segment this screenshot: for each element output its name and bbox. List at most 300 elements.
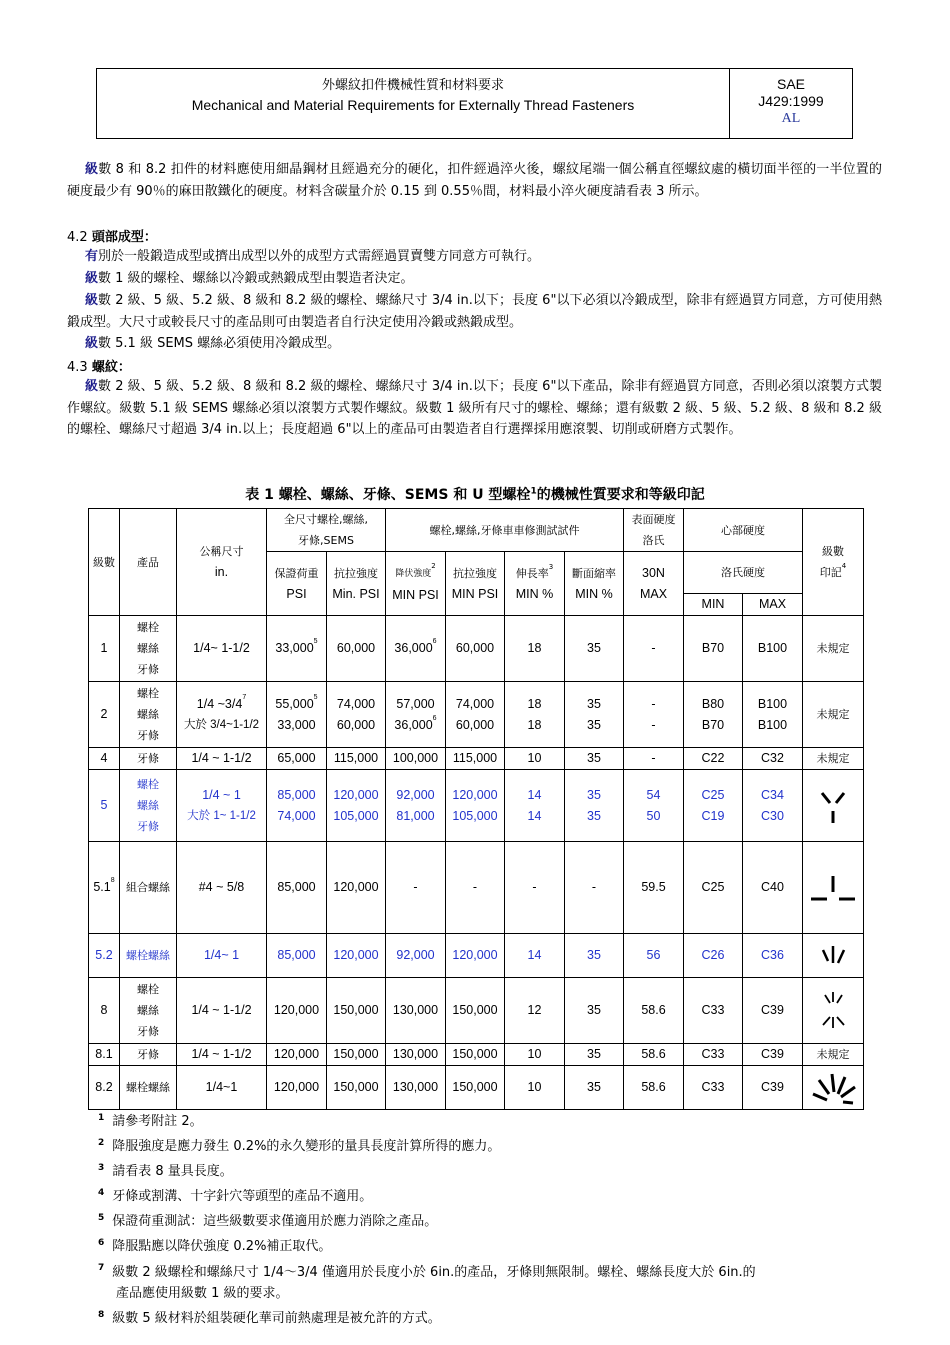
th-surface-label: 表面硬度 — [631, 513, 676, 526]
cell-tensile-text: 115,000 — [333, 751, 379, 765]
cell-reduction-area-text: - — [591, 880, 597, 894]
cell-core-min-text: C33 — [701, 1047, 725, 1061]
cell-product-value — [120, 1000, 176, 1021]
th-yield — [386, 552, 446, 616]
th-elong-footnote: 3 — [548, 562, 554, 571]
th-surface-label2: 洛氏 — [642, 534, 665, 547]
cell-elongation-text: - — [532, 880, 537, 894]
cell-core-max-text: B100 — [757, 641, 788, 655]
cell-core-max-text: B100 — [757, 696, 788, 711]
cell-surface-30n-value — [624, 806, 683, 827]
cell-proof-load — [267, 842, 327, 934]
paragraph-text: 數 8 和 8.2 扣件的材料應使用細晶鋼材且經過充分的硬化，扣件經過淬火後，螺紋尾端一個公稱直徑螺紋處的橫切面半徑的一半位置的硬度最少有 90％的麻田散鐵化的硬度。材料含碳量介於 0.15 到 0.55％間，材料最小淬火硬度請看表 3 所示。 — [67, 162, 882, 199]
cell-yield-text: 130,000 — [392, 1047, 439, 1061]
cell-reduction-area-value — [565, 806, 623, 827]
cell-product-text: 螺絲 — [137, 708, 159, 721]
cell-core-max — [743, 842, 803, 934]
cell-core-min-text: B70 — [701, 717, 725, 732]
cell-core-max-text: C39 — [761, 1003, 784, 1017]
cell-product-value — [120, 979, 176, 1000]
cell-reduction-area-text: 35 — [587, 787, 601, 802]
cell-yield-value — [386, 785, 445, 806]
cell-elongation-value — [505, 877, 564, 898]
cell-product-value — [120, 617, 176, 638]
cell-yield-text: 130,000 — [392, 1003, 439, 1017]
cell-core-min-value — [684, 945, 742, 966]
footnotes — [98, 1108, 888, 1330]
cell-tensile-text: 120,000 — [333, 880, 379, 894]
cell-size-text: 1/4~1 — [205, 1080, 238, 1094]
cell-yield-text: 100,000 — [392, 751, 439, 765]
cell-tensile-specimen-text: 120,000 — [452, 948, 498, 962]
cell-tensile-specimen-value — [446, 945, 504, 966]
cell-tensile-specimen-value — [446, 877, 504, 898]
cell-elongation-value — [505, 785, 564, 806]
cell-core-max-text: C39 — [761, 1047, 784, 1061]
cell-surface-30n — [624, 770, 684, 842]
cell-tensile — [327, 682, 386, 748]
cell-product — [120, 748, 177, 770]
cell-core-max-text: C40 — [761, 880, 784, 894]
cell-surface-30n — [624, 616, 684, 682]
cell-proof-load-text: 120,000 — [273, 1003, 320, 1017]
cell-core-min — [684, 616, 743, 682]
table-row — [89, 842, 864, 934]
cell-elongation-value — [505, 1077, 564, 1098]
cell-product — [120, 770, 177, 842]
header-title-en: Mechanical and Material Requirements for Externally Thread Fasteners — [191, 97, 635, 113]
paragraph-4-2-b — [67, 268, 882, 290]
cell-product-text: 組合螺絲 — [126, 881, 170, 894]
cell-tensile-value — [327, 694, 385, 715]
cell-tensile-specimen-value — [446, 785, 504, 806]
cell-proof-load-value — [267, 1077, 326, 1098]
cell-core-max-value — [743, 877, 802, 898]
cell-size-value — [177, 715, 266, 736]
cell-reduction-area — [565, 978, 624, 1044]
cell-elongation — [505, 748, 565, 770]
th-core-hardness: 心部硬度 — [684, 509, 803, 552]
cell-tensile-value — [327, 1044, 385, 1065]
cell-grade-text: 8.2 — [95, 1080, 113, 1094]
paragraph-4-2-d — [67, 333, 882, 355]
cell-grade-mark — [803, 1066, 864, 1110]
cell-proof-load-text: 85,000 — [277, 948, 316, 962]
cell-tensile-specimen — [446, 770, 505, 842]
cell-tensile-text: 105,000 — [333, 808, 379, 823]
footnote-number: 6 — [98, 1238, 105, 1249]
cell-core-min — [684, 978, 743, 1044]
th-surface-hardness — [624, 509, 684, 552]
cell-product-value — [120, 774, 176, 795]
cell-grade — [89, 616, 120, 682]
cell-surface-30n-value — [624, 748, 683, 769]
cell-reduction-area — [565, 1066, 624, 1110]
table-row — [89, 978, 864, 1044]
cell-product-text: 螺栓 — [137, 687, 159, 700]
cell-reduction-area — [565, 770, 624, 842]
grade-8-six-radial-lines-icon — [803, 987, 863, 1035]
cell-grade — [89, 682, 120, 748]
cell-tensile-specimen-text: 105,000 — [452, 808, 498, 823]
cell-core-max-text: C32 — [761, 751, 784, 765]
footnote-item — [98, 1305, 888, 1330]
cell-tensile — [327, 842, 386, 934]
cell-product-value — [120, 1021, 176, 1042]
footnote-text: 級數 2 級螺栓和螺絲尺寸 1/4～3/4 僅適用於長度小於 6in.的產品，牙條則無限制。螺栓、螺絲長度大於 6in.的 — [112, 1264, 756, 1280]
cell-size-text: 1/4 ~ 1-1/2 — [191, 751, 252, 765]
cell-proof-load — [267, 978, 327, 1044]
paragraph-text: 數 5.1 級 SEMS 螺絲必須使用冷鍛成型。 — [98, 336, 341, 351]
cell-core-max-value — [743, 715, 802, 736]
paragraph-4-2-c — [67, 290, 882, 333]
th-mark-footnote: 4 — [841, 562, 847, 570]
cell-yield-value — [386, 945, 445, 966]
footnote-ref: 6 — [432, 714, 437, 722]
table-row — [89, 770, 864, 842]
cell-elongation-text: 18 — [527, 717, 542, 732]
table-caption — [0, 484, 950, 504]
cell-yield — [386, 842, 446, 934]
cell-tensile-specimen-text: 150,000 — [452, 1003, 498, 1017]
cell-elongation-text: 14 — [527, 948, 542, 962]
cell-proof-load-value — [267, 877, 326, 898]
cell-size-value — [177, 638, 266, 659]
table-row — [89, 616, 864, 682]
cell-tensile-specimen — [446, 1066, 505, 1110]
cell-yield-value — [386, 715, 445, 736]
cell-elongation — [505, 842, 565, 934]
cell-yield-value — [386, 1044, 445, 1065]
paragraph-lead-char: 級 — [85, 336, 99, 351]
cell-core-max-value — [743, 748, 802, 769]
cell-product-text: 螺絲 — [137, 799, 159, 812]
cell-grade-mark — [803, 842, 864, 934]
cell-yield-value — [386, 1000, 445, 1021]
header-std-number: J429:1999 — [758, 93, 824, 109]
cell-product-text: 螺絲 — [137, 642, 159, 655]
cell-grade — [89, 1044, 120, 1066]
cell-tensile-specimen — [446, 842, 505, 934]
cell-surface-30n-value — [624, 638, 683, 659]
header-standard-cell — [730, 69, 852, 138]
cell-elongation-text: 10 — [527, 1047, 542, 1061]
section-4-2-heading — [67, 226, 157, 245]
cell-core-max — [743, 1066, 803, 1110]
cell-yield-text: 130,000 — [392, 1080, 439, 1094]
cell-surface-30n-text: 56 — [646, 948, 661, 962]
cell-product-value — [120, 704, 176, 725]
grade-8-2-sunburst-lines-icon — [803, 1068, 863, 1108]
cell-core-max — [743, 748, 803, 770]
cell-elongation-value — [505, 806, 564, 827]
mark-not-specified: 未規定 — [816, 752, 850, 765]
cell-tensile-value — [327, 715, 385, 736]
cell-yield-text: 92,000 — [396, 948, 435, 962]
mark-not-specified: 未規定 — [816, 708, 850, 721]
cell-proof-load — [267, 682, 327, 748]
cell-tensile-text: 74,000 — [336, 696, 376, 711]
th-mark-label2: 印記 — [819, 566, 842, 579]
th-size-unit: in. — [214, 565, 229, 579]
cell-core-min-text: C25 — [701, 880, 725, 894]
cell-tensile-value — [327, 945, 385, 966]
cell-core-min-value — [684, 877, 742, 898]
cell-product-value — [120, 725, 176, 746]
cell-yield-text: 36,000 — [394, 717, 433, 732]
footnote-item — [98, 1258, 888, 1283]
cell-tensile — [327, 616, 386, 682]
cell-yield-text: 36,000 — [394, 641, 433, 655]
cell-reduction-area-value — [565, 715, 623, 736]
cell-yield — [386, 978, 446, 1044]
cell-core-max-value — [743, 1000, 802, 1021]
section-4-3-heading — [67, 356, 131, 375]
cell-size-value — [177, 694, 266, 715]
cell-core-min-text: C25 — [701, 787, 725, 802]
cell-proof-load-text: 55,000 — [275, 696, 314, 711]
cell-tensile-specimen — [446, 616, 505, 682]
cell-core-max-text: C34 — [761, 787, 784, 802]
cell-core-min — [684, 682, 743, 748]
footnote-text: 請參考附註 2。 — [112, 1114, 203, 1130]
cell-tensile — [327, 748, 386, 770]
cell-size-text: 1/4 ~ 1-1/2 — [191, 1047, 252, 1061]
th-tensile — [327, 552, 386, 616]
cell-core-min — [684, 1066, 743, 1110]
cell-product-text: 螺栓 — [137, 778, 159, 791]
cell-tensile-value — [327, 877, 385, 898]
table-header-row — [89, 509, 864, 552]
cell-product — [120, 934, 177, 978]
cell-core-min — [684, 770, 743, 842]
footnote-ref: 5 — [313, 693, 318, 701]
cell-surface-30n-text: 59.5 — [641, 880, 666, 894]
th-core-min: MIN — [684, 594, 743, 616]
cell-surface-30n-text: - — [651, 751, 656, 765]
cell-reduction-area-value — [565, 1044, 623, 1065]
cell-size-value — [177, 1077, 266, 1098]
cell-proof-load-text: 85,000 — [277, 880, 316, 894]
cell-surface-30n — [624, 682, 684, 748]
caption-footnote-ref: 1 — [530, 486, 537, 497]
cell-core-min-text: C33 — [701, 1080, 725, 1094]
cell-size-text: 1/4 ~ 1 — [202, 787, 241, 802]
cell-grade-text: 1 — [100, 641, 108, 655]
cell-core-min-value — [684, 785, 742, 806]
cell-product-text: 牙條 — [137, 752, 159, 765]
caption-text-end: 的機械性質要求和等級印記 — [536, 487, 705, 503]
cell-product-text: 螺栓螺絲 — [126, 949, 170, 962]
cell-tensile-specimen-text: 60,000 — [455, 641, 495, 655]
cell-core-min — [684, 748, 743, 770]
mark-not-specified: 未規定 — [816, 642, 850, 655]
cell-tensile — [327, 1066, 386, 1110]
footnote-number: 3 — [98, 1163, 105, 1174]
paragraph-lead-char: 級 — [85, 271, 99, 286]
cell-reduction-area-value — [565, 1000, 623, 1021]
cell-product — [120, 1044, 177, 1066]
cell-elongation — [505, 978, 565, 1044]
cell-surface-30n — [624, 842, 684, 934]
cell-reduction-area — [565, 682, 624, 748]
cell-proof-load-value — [267, 748, 326, 769]
cell-elongation — [505, 682, 565, 748]
th-tensile-label: 抗拉強度 — [334, 566, 378, 580]
cell-size-value — [177, 1044, 266, 1065]
th-proof-unit: PSI — [286, 586, 307, 601]
cell-grade — [89, 842, 120, 934]
footnote-ref: 8 — [110, 877, 115, 884]
cell-tensile-value — [327, 748, 385, 769]
cell-product-value — [120, 945, 176, 966]
cell-tensile-text: 120,000 — [333, 948, 379, 962]
cell-tensile-specimen-text: - — [472, 880, 478, 894]
cell-product-text: 螺栓 — [137, 621, 159, 634]
table-row — [89, 1066, 864, 1110]
cell-surface-30n-text: - — [651, 717, 656, 732]
cell-reduction-area — [565, 842, 624, 934]
cell-reduction-area-text: 35 — [587, 808, 601, 823]
cell-yield-text: - — [413, 880, 418, 894]
cell-yield — [386, 748, 446, 770]
cell-elongation-value — [505, 1000, 564, 1021]
cell-grade-text: 2 — [100, 707, 108, 721]
cell-product-text: 牙條 — [137, 1025, 159, 1038]
cell-tensile-text: 120,000 — [333, 787, 379, 802]
cell-size-text: 1/4~ 1-1/2 — [193, 641, 250, 655]
th-proof-label: 保證荷重 — [274, 566, 319, 580]
cell-reduction-area-value — [565, 748, 623, 769]
cell-reduction-area — [565, 748, 624, 770]
th-tensile2-unit: MIN PSI — [451, 586, 499, 601]
cell-tensile-specimen — [446, 1044, 505, 1066]
header-std-suffix: AL — [781, 111, 801, 126]
cell-product — [120, 682, 177, 748]
cell-product — [120, 1066, 177, 1110]
cell-product — [120, 842, 177, 934]
cell-core-min-value — [684, 1044, 742, 1065]
th-yield-unit: MIN PSI — [392, 587, 439, 602]
th-mark-label: 級數 — [822, 545, 844, 558]
cell-core-min-text: C19 — [701, 808, 725, 823]
cell-reduction-area-value — [565, 1077, 623, 1098]
paragraph-lead-char: 級 — [85, 379, 99, 394]
cell-elongation — [505, 1066, 565, 1110]
section-title: 頭部成型： — [91, 230, 157, 245]
header-std-org: SAE — [776, 76, 805, 92]
cell-size-value — [177, 1000, 266, 1021]
paragraph-4-2-a — [67, 246, 882, 268]
cell-core-min-value — [684, 748, 742, 769]
footnote-number: 2 — [98, 1138, 105, 1149]
cell-surface-30n-text: 58.6 — [641, 1047, 666, 1061]
cell-core-min-text: C33 — [701, 1003, 725, 1017]
th-full-size-label: 全尺寸螺栓,螺絲, — [284, 513, 368, 526]
cell-core-max-text: C36 — [761, 948, 784, 962]
cell-proof-load-text: 85,000 — [277, 787, 316, 802]
paragraph-lead-char: 級 — [85, 293, 99, 308]
footnote-number: 4 — [98, 1188, 105, 1199]
cell-grade-text: 8 — [100, 1003, 108, 1017]
cell-elongation — [505, 616, 565, 682]
paragraph-4-3-threads — [67, 376, 882, 441]
cell-proof-load — [267, 1066, 327, 1110]
cell-core-max-value — [743, 785, 802, 806]
cell-elongation-text: 18 — [527, 641, 542, 655]
cell-product-value — [120, 1044, 176, 1065]
cell-core-min — [684, 1044, 743, 1066]
cell-size-text: 1/4 ~ 1-1/2 — [191, 1003, 252, 1017]
th-ra-unit: MIN % — [575, 586, 613, 601]
cell-grade-text: 5.2 — [95, 948, 113, 962]
cell-core-min-value — [684, 806, 742, 827]
cell-core-min-value — [684, 1077, 742, 1098]
th-yield-label: 降伏強度 — [395, 568, 432, 579]
cell-product-text: 螺栓 — [137, 983, 159, 996]
cell-core-max — [743, 978, 803, 1044]
cell-grade-mark — [803, 978, 864, 1044]
footnote-text: 保證荷重測試：這些級數要求僅適用於應力消除之產品。 — [112, 1214, 438, 1230]
cell-grade — [89, 978, 120, 1044]
cell-surface-30n-value — [624, 1000, 683, 1021]
footnote-number: 7 — [98, 1263, 105, 1274]
th-grade-marking — [803, 509, 864, 616]
cell-grade-mark — [803, 682, 864, 748]
cell-product — [120, 616, 177, 682]
table-row — [89, 682, 864, 748]
cell-size — [177, 842, 267, 934]
cell-tensile — [327, 770, 386, 842]
table-body — [89, 616, 864, 1110]
cell-grade-mark — [803, 934, 864, 978]
cell-elongation-value — [505, 1044, 564, 1065]
cell-product-value — [120, 1077, 176, 1098]
cell-size — [177, 1066, 267, 1110]
cell-proof-load — [267, 770, 327, 842]
cell-reduction-area-text: 35 — [587, 717, 601, 732]
cell-yield-value — [386, 877, 445, 898]
cell-proof-load — [267, 1044, 327, 1066]
cell-tensile-specimen-value — [446, 1000, 504, 1021]
cell-reduction-area — [565, 1044, 624, 1066]
cell-proof-load — [267, 748, 327, 770]
cell-size — [177, 978, 267, 1044]
th-machined-specimen: 螺栓,螺絲,牙條車車修測試試件 — [386, 509, 624, 552]
cell-elongation-text: 14 — [527, 787, 542, 802]
cell-size-value — [177, 806, 266, 827]
cell-core-min-text: B80 — [701, 696, 725, 711]
th-nominal-size — [177, 509, 267, 616]
cell-reduction-area-value — [565, 638, 623, 659]
cell-core-max — [743, 770, 803, 842]
cell-yield-value — [386, 694, 445, 715]
cell-proof-load-value — [267, 694, 326, 715]
cell-tensile-specimen-text: 120,000 — [452, 787, 498, 802]
footnote-item — [98, 1108, 888, 1133]
cell-tensile-specimen — [446, 682, 505, 748]
cell-elongation-text: 10 — [527, 751, 542, 765]
cell-core-max — [743, 616, 803, 682]
cell-proof-load-text: 74,000 — [277, 808, 316, 823]
cell-grade-text: 5 — [100, 798, 108, 812]
cell-product-value — [120, 748, 176, 769]
cell-proof-load — [267, 934, 327, 978]
cell-reduction-area-text: 35 — [587, 1003, 601, 1017]
grade-5-three-radial-lines-icon — [803, 785, 863, 827]
cell-proof-load-text: 120,000 — [273, 1080, 320, 1094]
cell-reduction-area-text: 35 — [587, 1080, 601, 1094]
